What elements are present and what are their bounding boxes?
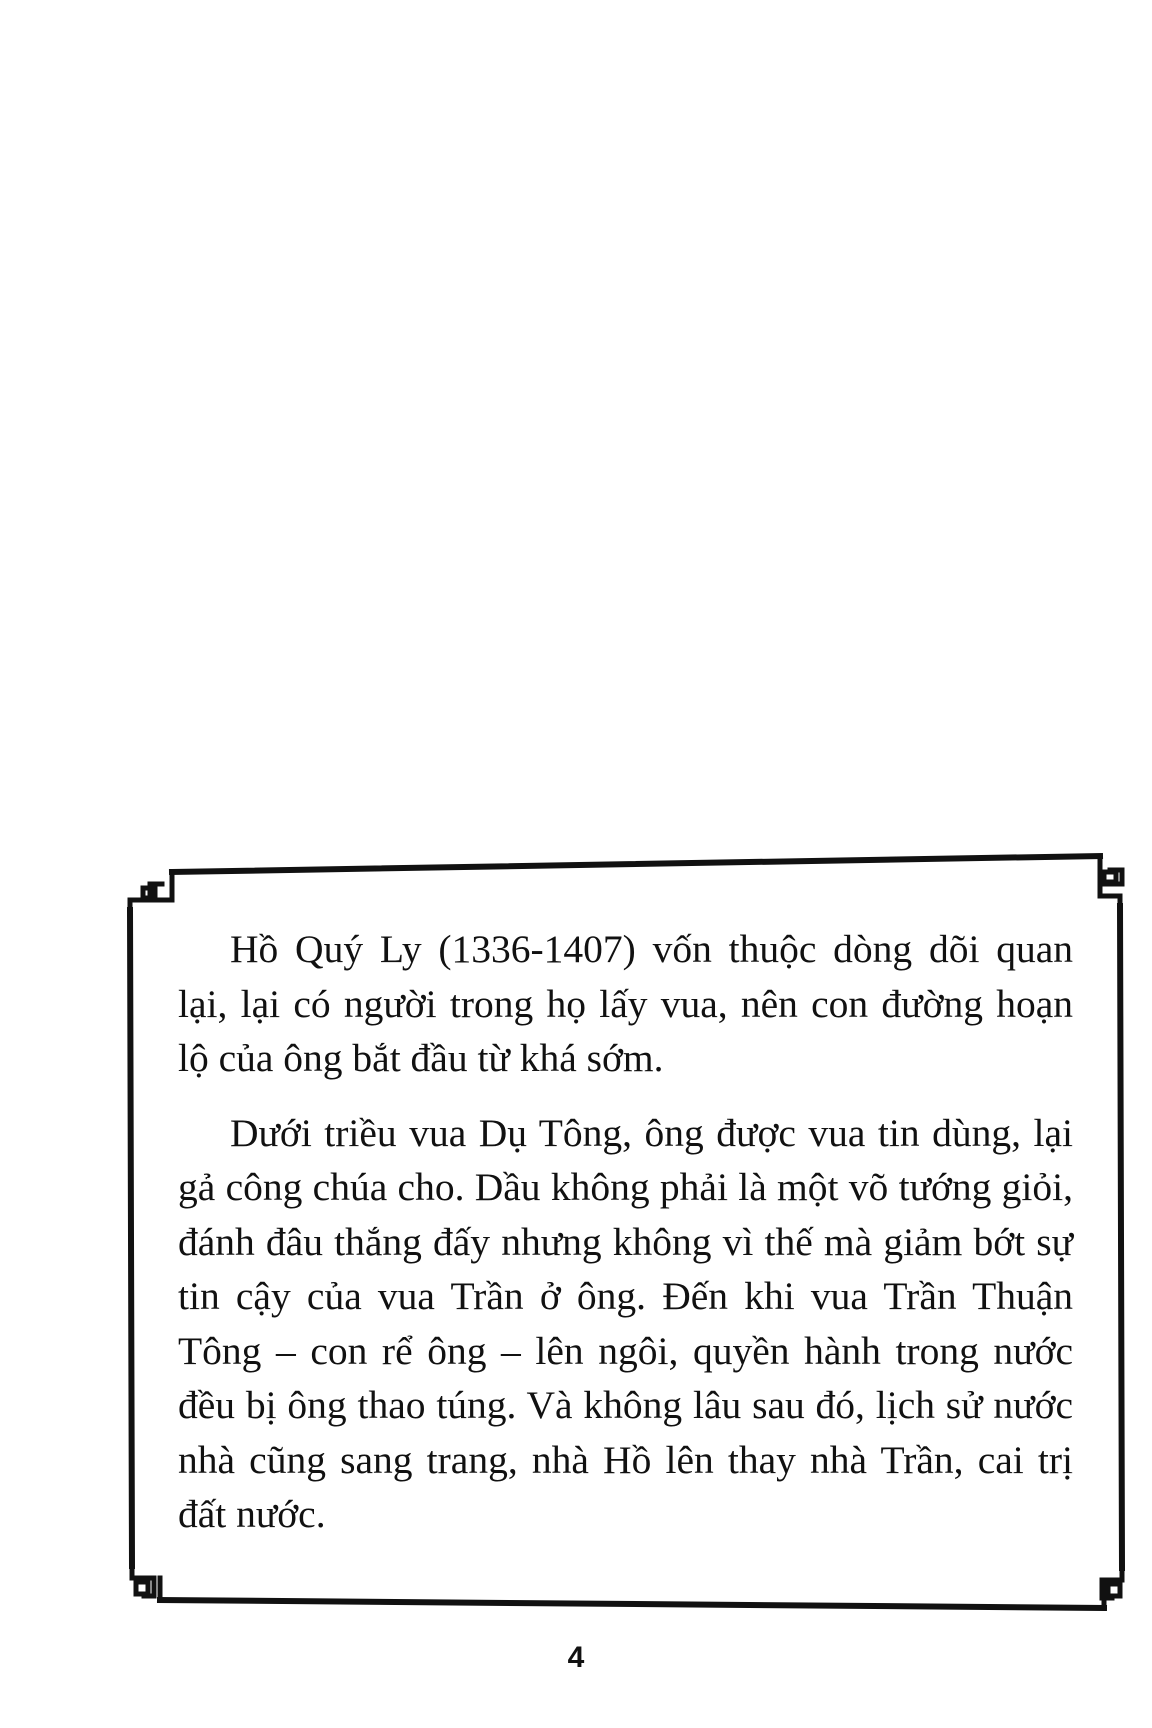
corner-ornament-bottom-left xyxy=(132,1566,160,1600)
corner-ornament-top-left xyxy=(130,872,172,910)
page-number: 4 xyxy=(567,1641,585,1674)
paragraph-2: Dưới triều vua Dụ Tông, ông được vua tin dùng, lại gả công chúa cho. Dầu không phải là một võ tướng giỏi, đánh đâu thắng đấy nhưng không vì thế mà giảm bớt sự tin cậy của vua Trần ở ông. Đến khi vua Trần Thuận Tông – con rể ông – lên ngôi, quyền hành trong nước đều bị ông thao túng. Và không lâu sau đó, lịch sử nước nhà cũng sang trang, nhà Hồ lên thay nhà Trần, cai trị đất nước. xyxy=(178,1110,1073,1536)
corner-ornament-top-right xyxy=(1100,856,1122,906)
story-text-box xyxy=(178,922,1073,1562)
paragraph-1: Hồ Quý Ly (1336-1407) vốn thuộc dòng dõi quan lại, lại có người trong họ lấy vua, nên con đường hoạn lộ của ông bắt đầu từ khá sớm. xyxy=(178,927,1073,1080)
corner-ornament-bottom-right xyxy=(1102,1568,1122,1608)
